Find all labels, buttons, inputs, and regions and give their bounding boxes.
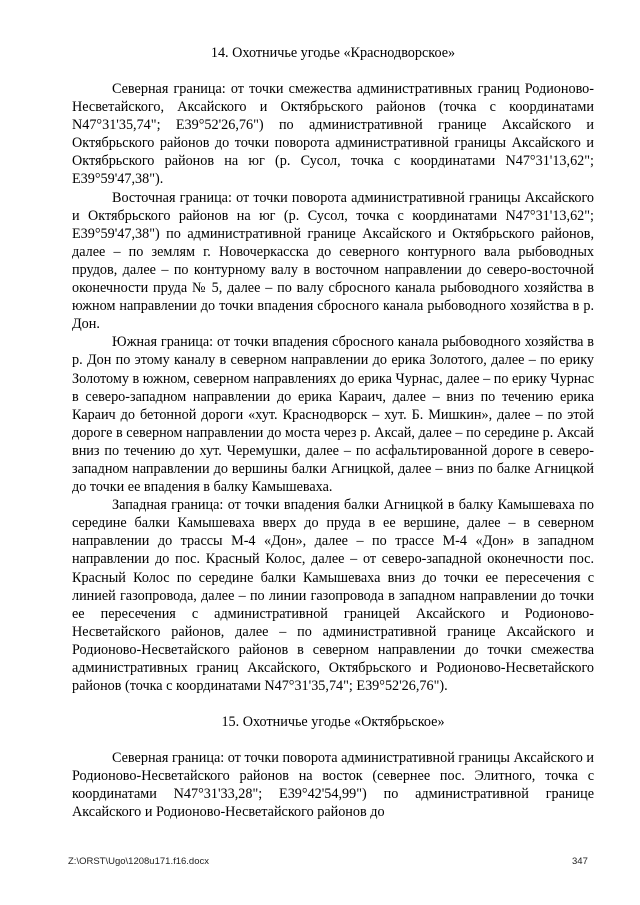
section-15-title: 15. Охотничье угодье «Октябрьское» [221, 714, 445, 731]
footer-page-number: 347 [572, 856, 588, 867]
section-14-title: 14. Охотничье угодье «Краснодворское» [210, 45, 456, 61]
section-15-north-border: Северная граница: от точки поворота административной границы Аксайского и Родионово-Несветайского районов на восток (севернее пос. Элитного, точка с координатами N47°31'33,28"; E39°42'54,99") по административной границе Аксайского и Родионово-Несветайского районов до [72, 750, 594, 821]
footer-file-path: Z:\ORST\Ugo\1208u171.f16.docx [68, 856, 209, 867]
section-14-west-border: Западная граница: от точки впадения балки Агницкой в балку Камышеваха по середине балки Камышеваха вверх до пруда в ее вершине, далее – в северном направлении до трассы М-4 «Дон», далее – по трассе М-4 «Дон» в западном направлении до пос. Красный Колос, далее – от северо-западной оконечности пос. Красный Колос по середине балки Камышеваха вниз до точки ее пересечения с линией газопровода, далее – по линии газопровода в западном направлении до точки ее пересечения с административной границей Аксайского и Родионово-Несветайского районов, далее – по административной границе Аксайского и Родионово-Несветайского районов в северном направлении до точки смежества административных границ Аксайского, Октябрьского и Родионово-Несветайского районов (точка с координатами N47°31'35,74"; E39°52'26,76"). [72, 497, 594, 695]
section-14-north-border: Северная граница: от точки смежества административных границ Родионово-Несветайского, Аксайского и Октябрьского районов (точка с координатами N47°31'35,74"; E39°52'26,76") по административной границе Аксайского и Октябрьского районов до точки поворота административной границы Аксайского и Октябрьского районов на юг (р. Сусол, точка с координатами N47°31'13,62"; E39°59'47,38"). [72, 81, 594, 188]
document-body [72, 38, 594, 822]
section-14-east-border: Восточная граница: от точки поворота административной границы Аксайского и Октябрьского районов на юг (р. Сусол, точка с координатами N47°31'13,62"; E39°59'47,38") по административной границе Аксайского и Октябрьского районов, далее – по землям г. Новочеркасска до северного контурного вала рыбоводных прудов, далее – по контурному валу в восточном направлении до северо-восточной оконечности пруда № 5, далее – по валу сбросного канала рыбоводного хозяйства в южном направлении до точки впадения сбросного канала рыбоводного хозяйства в р. Дон. [72, 189, 594, 333]
section-14-south-border: Южная граница: от точки впадения сбросного канала рыбоводного хозяйства в р. Дон по этому каналу в северном направлении до ерика Золотого, далее – по ерику Золотому в южном, северном направлениях до ерика Чурнас, далее – по ерику Чурнас в северо-западном направлении до ерика Караич, далее – вниз по течению ерика Караич до бетонной дороги «хут. Краснодворск – хут. Б. Мишкин», далее – по этой дороге в северном направлении до моста через р. Аксай, далее – по середине р. Аксай вниз по течению до хут. Черемушки, далее – по асфальтированной дороге в северо-западном направлении до вершины балки Агницкой, далее – вниз по балке Агницкой до точки ее впадения в балку Камышеваха. [72, 334, 594, 496]
